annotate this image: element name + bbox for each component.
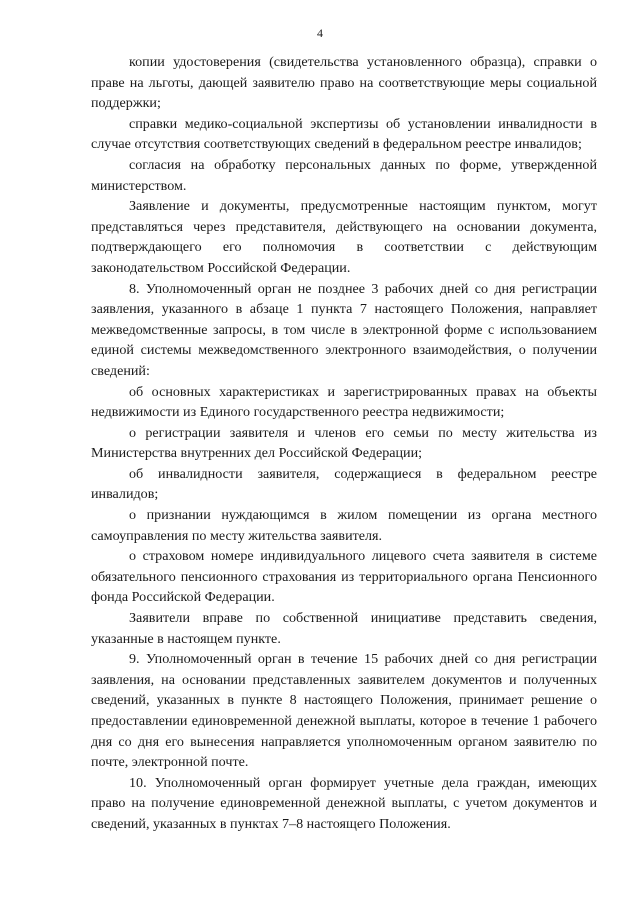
page-number: 4 — [317, 26, 323, 40]
paragraph-insurance-number: о страховом номере индивидуального лицевого счета заявителя в системе обязательного пенсионного страхования из территориального органа Пенсионного фонда Российской Федерации. — [91, 548, 597, 606]
paragraph-item-8: 8. Уполномоченный орган не позднее 3 рабочих дней со дня регистрации заявления, указанного в абзаце 1 пункта 7 настоящего Положения, направляет межведомственные запросы, в том числе в электронной форме с использованием единой системы межведомственного электронного взаимодействия, о получении сведений: — [91, 280, 597, 379]
paragraph-disability: об инвалидности заявителя, содержащиеся в федеральном реестре инвалидов; — [91, 465, 597, 503]
paragraph-housing-need: о признании нуждающимся в жилом помещении из органа местного самоуправления по месту жительства заявителя. — [91, 507, 597, 544]
paragraph-own-initiative: Заявители вправе по собственной инициативе представить сведения, указанные в настоящем пункте. — [91, 610, 597, 647]
paragraph-medical-expertise: справки медико-социальной экспертизы об установлении инвалидности в случае отсутствия соответствующих сведений в федеральном реестре инвалидов; — [91, 115, 597, 153]
paragraph-copies-certificate: копии удостоверения (свидетельства установленного образца), справки о праве на льготы, дающей заявителю право на соответствующие меры социальной поддержки; — [91, 54, 597, 112]
paragraph-registration: о регистрации заявителя и членов его семьи по месту жительства из Министерства внутренних дел Российской Федерации; — [91, 424, 597, 462]
paragraph-real-estate: об основных характеристиках и зарегистрированных правах на объекты недвижимости из Единого государственного реестра недвижимости; — [91, 383, 597, 421]
paragraph-item-10: 10. Уполномоченный орган формирует учетные дела граждан, имеющих право на получение единовременной денежной выплаты, с учетом документов и сведений, указанных в пунктах 7–8 настоящего Положения. — [91, 774, 597, 832]
paragraph-item-9: 9. Уполномоченный орган в течение 15 рабочих дней со дня регистрации заявления, на основании представленных заявителем документов и полученных сведений, указанных в пункте 8 настоящего Положения, принимает решение о предоставлении единовременной денежной выплаты, которое в течение 1 рабочего дня со дня его вынесения направляется уполномоченным органом заявителю по почте, электронной почте. — [91, 651, 597, 771]
paragraph-representative: Заявление и документы, предусмотренные настоящим пунктом, могут представляться через представителя, действующего на основании документа, подтверждающего его полномочия в соответствии с действующим законодательством Российской Федерации. — [91, 198, 597, 276]
paragraph-consent: согласия на обработку персональных данных по форме, утвержденной министерством. — [91, 156, 597, 194]
document-body — [91, 52, 597, 835]
